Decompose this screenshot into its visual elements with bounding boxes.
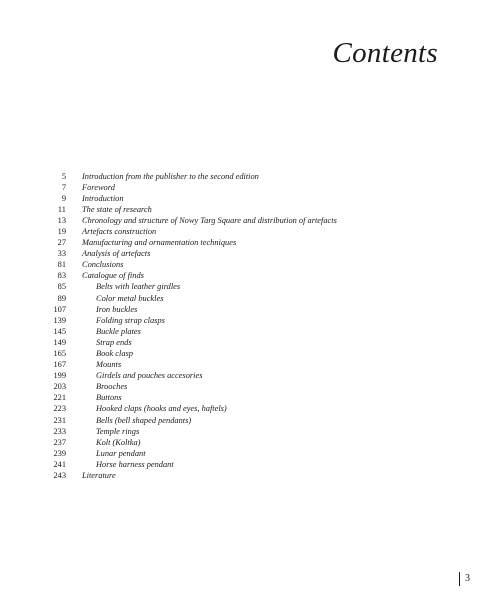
toc-page-number: 203: [53, 382, 66, 392]
toc-page-number: 13: [57, 215, 66, 225]
toc-entry: [30, 226, 460, 237]
toc-page-number: 81: [57, 260, 66, 270]
toc-page-number: 107: [53, 304, 66, 314]
toc-title: Catalogue of finds: [82, 271, 144, 281]
toc-page-number: 233: [53, 426, 66, 436]
toc-title: Chronology and structure of Nowy Targ Square and distribution of artefacts: [82, 215, 337, 225]
toc-page-number: 7: [61, 182, 66, 192]
toc-title: Temple rings: [96, 426, 140, 436]
page-title: Contents: [332, 37, 438, 69]
toc-title: Kolt (Koltka): [96, 437, 141, 447]
toc-page-number: 11: [57, 204, 66, 214]
toc-entry: [30, 348, 460, 359]
toc-title: Conclusions: [82, 260, 124, 270]
toc-title: Iron buckles: [96, 304, 138, 314]
toc-title: Belts with leather girdles: [96, 282, 181, 292]
toc-entry: [30, 359, 460, 370]
toc-page-number: 145: [53, 326, 66, 336]
toc-entry: [30, 326, 460, 337]
toc-page-number: 5: [61, 171, 66, 181]
toc-page-number: 9: [61, 193, 66, 203]
toc-entry: [30, 193, 460, 204]
toc-page-number: 85: [57, 282, 66, 292]
toc-title: Hooked claps (hooks and eyes, haftels): [96, 404, 227, 414]
toc-entry: [30, 381, 460, 392]
toc-page-number: 241: [53, 459, 66, 469]
toc-entry: [30, 293, 460, 304]
toc-entry: [30, 171, 460, 182]
table-of-contents: [30, 171, 460, 482]
toc-title: Manufacturing and ornamentation techniques: [82, 238, 237, 248]
toc-entry: [30, 304, 460, 315]
toc-entry: [30, 259, 460, 270]
toc-page-number: 237: [53, 437, 66, 447]
toc-title: Foreword: [82, 182, 115, 192]
toc-title: Brooches: [96, 382, 128, 392]
toc-entry: [30, 437, 460, 448]
toc-entry: [30, 281, 460, 292]
toc-title: Analysis of artefacts: [82, 249, 151, 259]
toc-title: Book clasp: [96, 349, 133, 358]
toc-page-number: 83: [57, 271, 66, 281]
toc-entry: [30, 337, 460, 348]
toc-entry: [30, 204, 460, 215]
toc-page-number: 149: [53, 337, 66, 347]
toc-page-number: 19: [57, 226, 66, 236]
toc-page-number: 165: [53, 349, 66, 358]
toc-page-number: 139: [53, 315, 66, 325]
toc-title: Strap ends: [96, 337, 132, 347]
toc-entry: [30, 403, 460, 414]
toc-entry: [30, 270, 460, 281]
toc-title: Lunar pendant: [96, 448, 146, 458]
toc-entry: [30, 182, 460, 193]
toc-entry: [30, 470, 460, 481]
toc-page-number: 221: [53, 393, 66, 403]
toc-title: Horse harness pendant: [96, 459, 174, 469]
toc-entry: [30, 459, 460, 470]
toc-title: The state of research: [82, 204, 152, 214]
toc-page-number: 33: [57, 249, 66, 259]
toc-title: Girdels and pouches accesories: [96, 371, 203, 381]
toc-page-number: 231: [53, 415, 66, 425]
toc-title: Introduction from the publisher to the second edition: [82, 171, 259, 181]
toc-entry: [30, 215, 460, 226]
toc-title: Introduction: [82, 193, 124, 203]
toc-entry: [30, 370, 460, 381]
toc-entry: [30, 415, 460, 426]
toc-entry: [30, 448, 460, 459]
toc-title: Buckle plates: [96, 326, 141, 336]
toc-page-number: 199: [53, 371, 66, 381]
toc-page-number: 27: [57, 238, 66, 248]
toc-entry: [30, 315, 460, 326]
toc-title: Literature: [82, 471, 116, 481]
toc-page-number: 223: [53, 404, 66, 414]
toc-title: Artefacts construction: [82, 226, 157, 236]
toc-title: Bells (bell shaped pendants): [96, 415, 192, 425]
toc-title: Mounts: [96, 360, 122, 370]
toc-title: Folding strap clasps: [96, 315, 165, 325]
toc-page-number: 243: [53, 471, 66, 481]
toc-page-number: 239: [53, 448, 66, 458]
toc-entry: [30, 237, 460, 248]
toc-title: Color metal buckles: [96, 293, 164, 303]
toc-entry: [30, 426, 460, 437]
toc-page-number: 89: [57, 293, 66, 303]
toc-entry: [30, 248, 460, 259]
toc-entry: [30, 392, 460, 403]
page-number: 3: [465, 573, 470, 584]
page-folio: [459, 572, 470, 586]
folio-rule: [459, 572, 460, 586]
toc-title: Buttons: [96, 393, 122, 403]
toc-page-number: 167: [53, 360, 66, 370]
